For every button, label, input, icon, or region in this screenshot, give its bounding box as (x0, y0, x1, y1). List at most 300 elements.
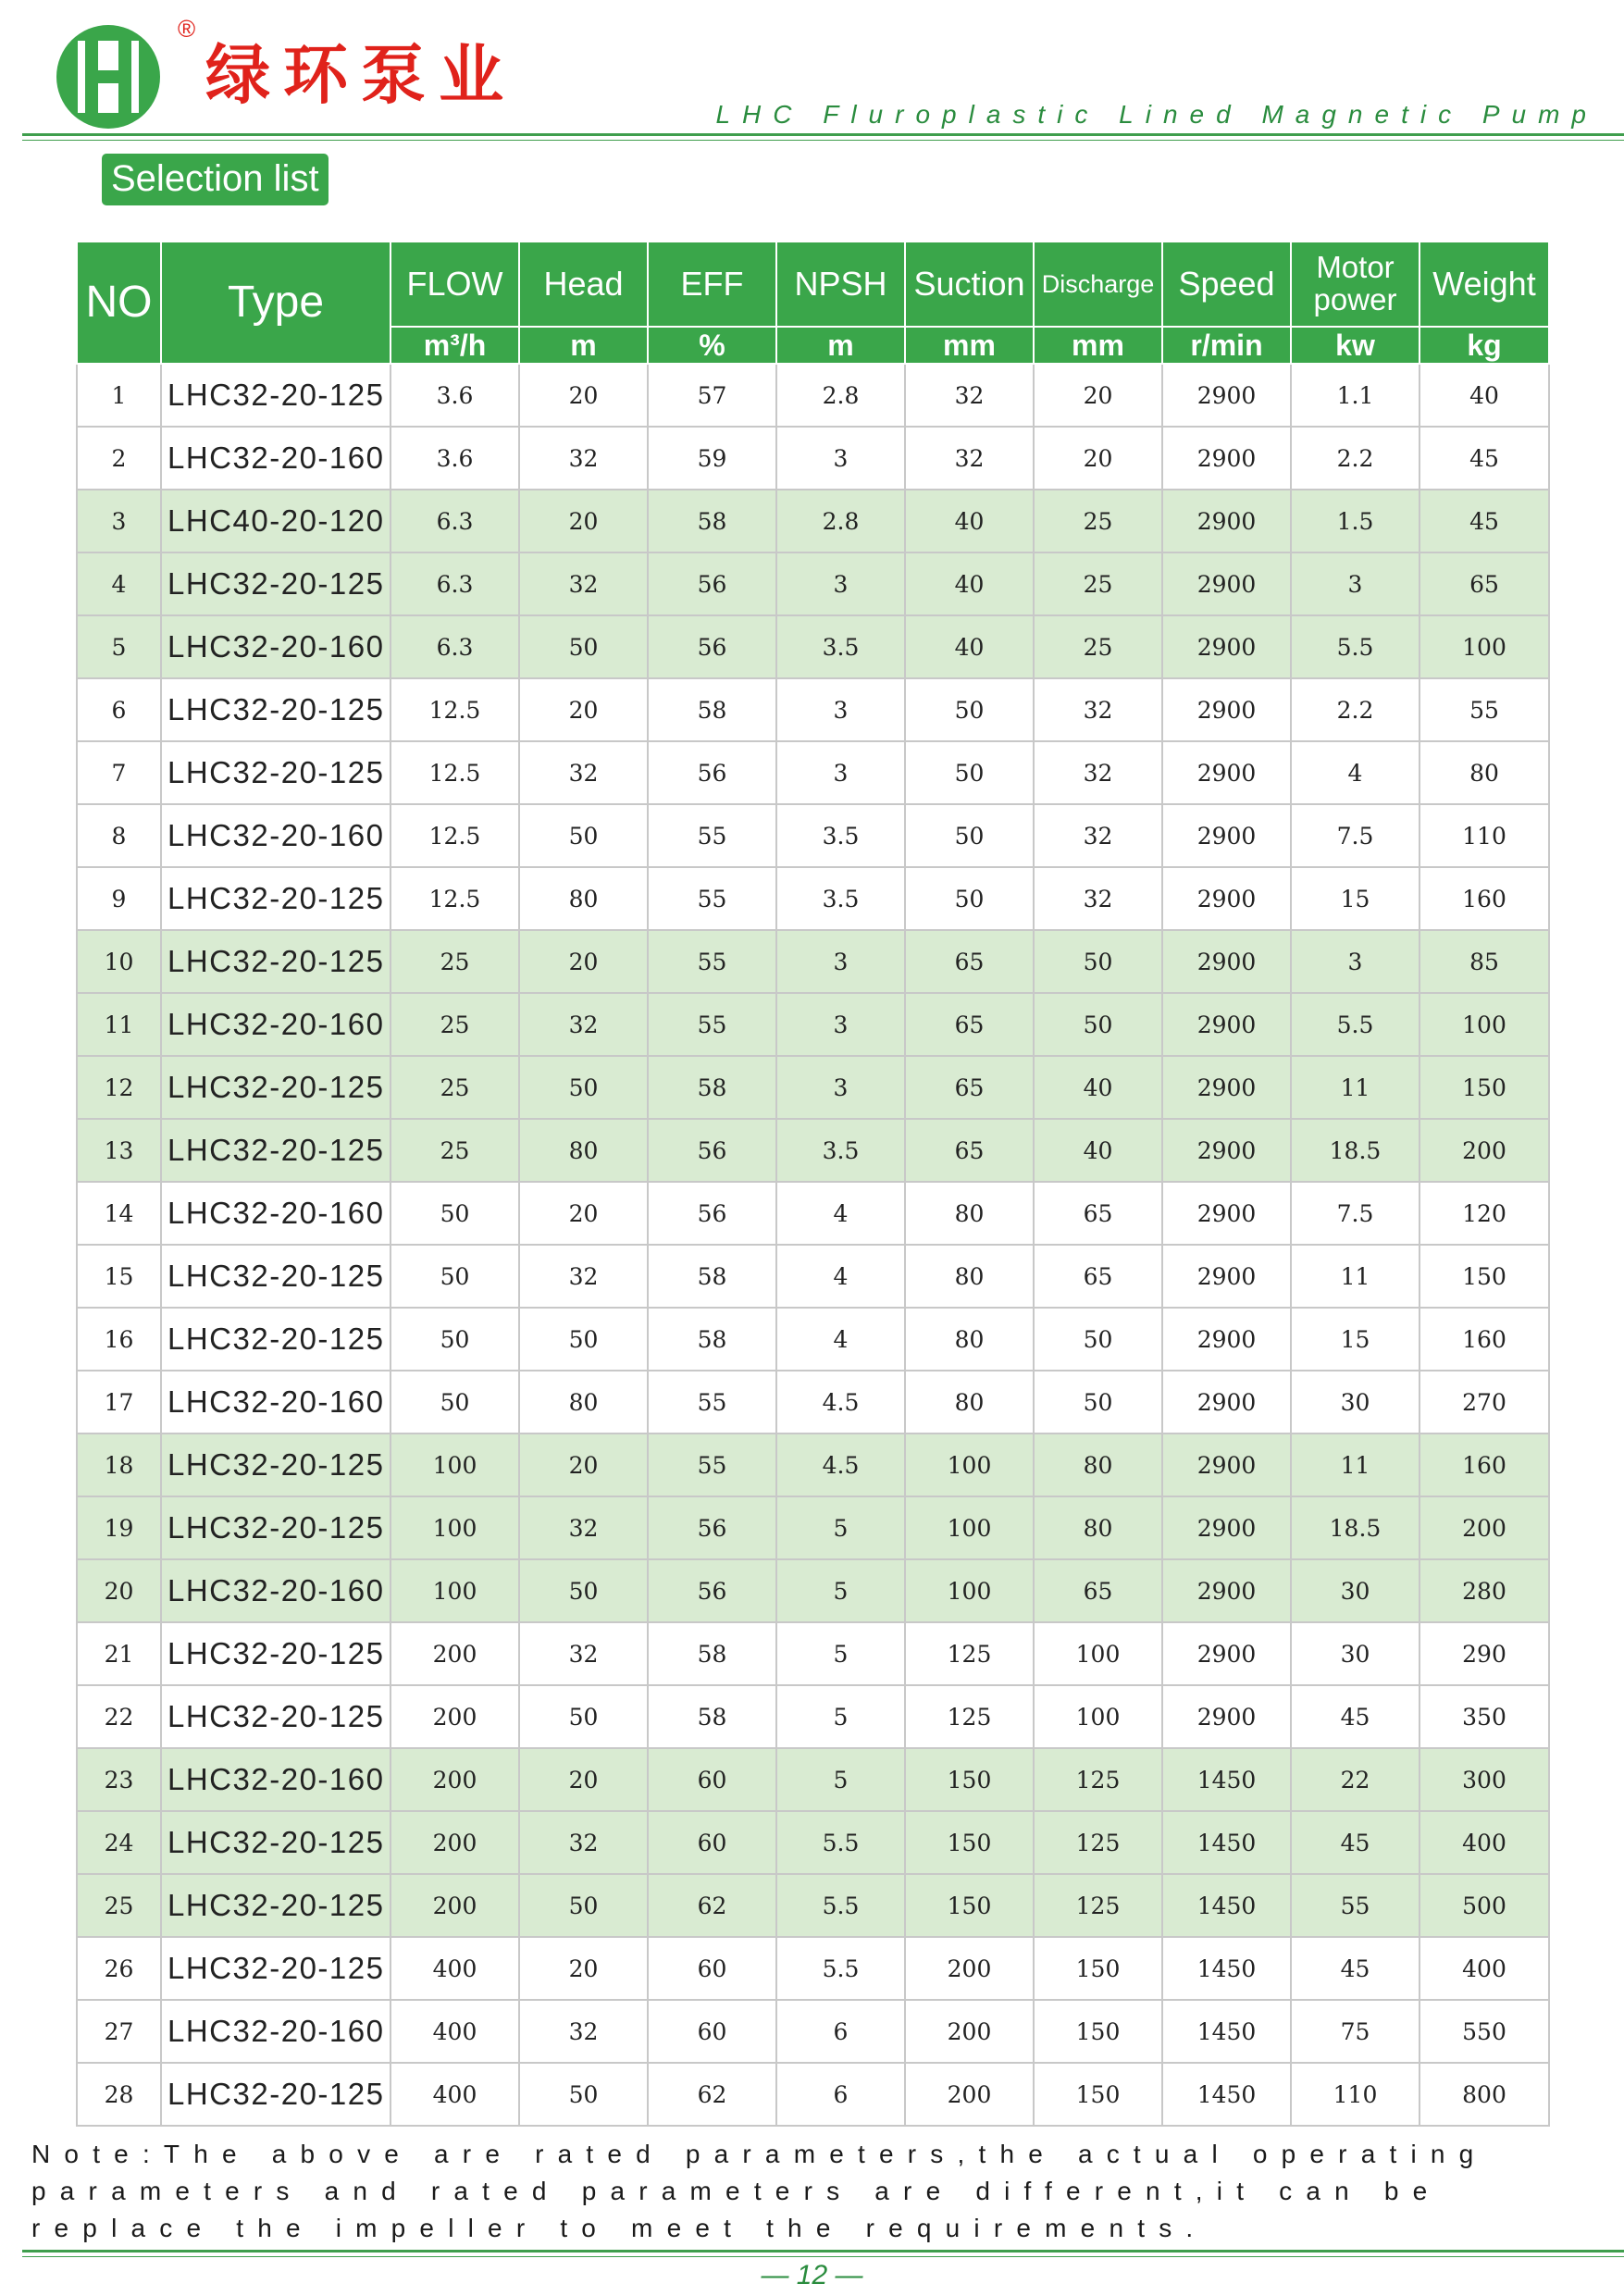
cell-type: LHC32-20-160 (161, 2000, 391, 2063)
cell-head: 20 (519, 1182, 648, 1245)
cell-suction: 65 (905, 1056, 1034, 1119)
cell-type: LHC32-20-125 (161, 1496, 391, 1559)
cell-type: LHC32-20-125 (161, 930, 391, 993)
cell-eff: 56 (648, 1559, 776, 1622)
cell-suction: 100 (905, 1433, 1034, 1496)
cell-motor-power: 30 (1291, 1622, 1419, 1685)
cell-suction: 50 (905, 678, 1034, 741)
cell-motor-power: 75 (1291, 2000, 1419, 2063)
cell-type: LHC32-20-125 (161, 1937, 391, 2000)
cell-flow: 25 (391, 993, 519, 1056)
cell-no: 23 (77, 1748, 161, 1811)
cell-speed: 2900 (1162, 615, 1291, 678)
cell-type: LHC32-20-160 (161, 427, 391, 490)
header-type: Type (161, 242, 391, 364)
cell-type: LHC32-20-125 (161, 364, 391, 427)
cell-flow: 200 (391, 1748, 519, 1811)
cell-eff: 56 (648, 741, 776, 804)
cell-no: 9 (77, 867, 161, 930)
cell-motor-power: 22 (1291, 1748, 1419, 1811)
cell-no: 22 (77, 1685, 161, 1748)
cell-discharge: 32 (1034, 741, 1162, 804)
header-divider-thin (22, 140, 1624, 141)
cell-head: 32 (519, 1245, 648, 1308)
cell-speed: 2900 (1162, 741, 1291, 804)
cell-weight: 280 (1419, 1559, 1549, 1622)
cell-no: 12 (77, 1056, 161, 1119)
cell-speed: 1450 (1162, 2000, 1291, 2063)
cell-motor-power: 45 (1291, 1811, 1419, 1874)
cell-flow: 200 (391, 1622, 519, 1685)
cell-no: 24 (77, 1811, 161, 1874)
table-row (77, 1811, 1549, 1874)
table-row (77, 1874, 1549, 1937)
cell-no: 2 (77, 427, 161, 490)
cell-npsh: 4.5 (776, 1371, 905, 1433)
cell-head: 20 (519, 678, 648, 741)
cell-speed: 2900 (1162, 1371, 1291, 1433)
cell-discharge: 50 (1034, 1308, 1162, 1371)
cell-motor-power: 110 (1291, 2063, 1419, 2126)
cell-suction: 40 (905, 552, 1034, 615)
table-row (77, 993, 1549, 1056)
cell-no: 4 (77, 552, 161, 615)
cell-no: 21 (77, 1622, 161, 1685)
registered-mark: ® (178, 15, 196, 43)
cell-type: LHC32-20-160 (161, 1559, 391, 1622)
header-suction: Suction (905, 242, 1034, 327)
cell-suction: 65 (905, 930, 1034, 993)
cell-suction: 32 (905, 364, 1034, 427)
cell-no: 27 (77, 2000, 161, 2063)
cell-eff: 55 (648, 993, 776, 1056)
cell-no: 28 (77, 2063, 161, 2126)
cell-flow: 3.6 (391, 364, 519, 427)
cell-speed: 2900 (1162, 804, 1291, 867)
cell-motor-power: 3 (1291, 930, 1419, 993)
cell-suction: 80 (905, 1371, 1034, 1433)
cell-npsh: 3 (776, 552, 905, 615)
cell-speed: 2900 (1162, 678, 1291, 741)
product-subtitle: LHC Fluroplastic Lined Magnetic Pump (715, 100, 1598, 129)
cell-no: 19 (77, 1496, 161, 1559)
cell-motor-power: 1.5 (1291, 490, 1419, 552)
cell-eff: 59 (648, 427, 776, 490)
cell-eff: 60 (648, 2000, 776, 2063)
cell-suction: 65 (905, 993, 1034, 1056)
cell-discharge: 25 (1034, 490, 1162, 552)
cell-eff: 58 (648, 1622, 776, 1685)
cell-discharge: 100 (1034, 1685, 1162, 1748)
cell-flow: 100 (391, 1496, 519, 1559)
cell-npsh: 4 (776, 1308, 905, 1371)
cell-flow: 50 (391, 1245, 519, 1308)
cell-weight: 55 (1419, 678, 1549, 741)
cell-npsh: 5 (776, 1559, 905, 1622)
cell-discharge: 65 (1034, 1182, 1162, 1245)
cell-type: LHC32-20-160 (161, 993, 391, 1056)
table-row (77, 490, 1549, 552)
header-eff: EFF (648, 242, 776, 327)
cell-speed: 2900 (1162, 364, 1291, 427)
cell-speed: 2900 (1162, 1433, 1291, 1496)
cell-type: LHC32-20-125 (161, 1433, 391, 1496)
cell-flow: 6.3 (391, 490, 519, 552)
cell-type: LHC32-20-125 (161, 1811, 391, 1874)
cell-npsh: 2.8 (776, 490, 905, 552)
cell-speed: 2900 (1162, 993, 1291, 1056)
cell-flow: 400 (391, 1937, 519, 2000)
cell-weight: 160 (1419, 867, 1549, 930)
cell-weight: 200 (1419, 1496, 1549, 1559)
cell-head: 20 (519, 1748, 648, 1811)
cell-head: 20 (519, 1937, 648, 2000)
cell-no: 7 (77, 741, 161, 804)
unit-weight: kg (1419, 327, 1549, 364)
cell-npsh: 4 (776, 1182, 905, 1245)
cell-speed: 2900 (1162, 1308, 1291, 1371)
cell-flow: 100 (391, 1559, 519, 1622)
cell-type: LHC32-20-125 (161, 2063, 391, 2126)
cell-flow: 50 (391, 1371, 519, 1433)
cell-speed: 1450 (1162, 1811, 1291, 1874)
cell-discharge: 100 (1034, 1622, 1162, 1685)
cell-no: 17 (77, 1371, 161, 1433)
cell-motor-power: 2.2 (1291, 427, 1419, 490)
section-title: Selection list (102, 154, 329, 205)
cell-npsh: 5.5 (776, 1874, 905, 1937)
lhc-logo-icon (54, 22, 163, 131)
cell-weight: 45 (1419, 427, 1549, 490)
cell-weight: 100 (1419, 993, 1549, 1056)
cell-suction: 150 (905, 1811, 1034, 1874)
brand-title: 绿环泵业 (205, 36, 516, 113)
table-header (77, 242, 1549, 364)
cell-discharge: 150 (1034, 2000, 1162, 2063)
cell-type: LHC32-20-125 (161, 678, 391, 741)
cell-eff: 56 (648, 1182, 776, 1245)
cell-weight: 40 (1419, 364, 1549, 427)
cell-motor-power: 30 (1291, 1371, 1419, 1433)
cell-type: LHC32-20-125 (161, 741, 391, 804)
cell-weight: 800 (1419, 2063, 1549, 2126)
cell-discharge: 150 (1034, 2063, 1162, 2126)
cell-speed: 2900 (1162, 552, 1291, 615)
cell-motor-power: 11 (1291, 1056, 1419, 1119)
cell-type: LHC32-20-160 (161, 615, 391, 678)
cell-suction: 50 (905, 804, 1034, 867)
cell-eff: 55 (648, 804, 776, 867)
cell-npsh: 3.5 (776, 867, 905, 930)
table-row (77, 1433, 1549, 1496)
table-row (77, 1559, 1549, 1622)
table-body (77, 364, 1549, 2126)
cell-weight: 290 (1419, 1622, 1549, 1685)
cell-suction: 50 (905, 867, 1034, 930)
cell-motor-power: 2.2 (1291, 678, 1419, 741)
cell-head: 50 (519, 1874, 648, 1937)
cell-discharge: 32 (1034, 867, 1162, 930)
cell-type: LHC32-20-125 (161, 1874, 391, 1937)
cell-weight: 120 (1419, 1182, 1549, 1245)
cell-flow: 200 (391, 1874, 519, 1937)
table-row (77, 741, 1549, 804)
table-row (77, 1056, 1549, 1119)
cell-no: 25 (77, 1874, 161, 1937)
cell-type: LHC32-20-125 (161, 1245, 391, 1308)
cell-head: 50 (519, 2063, 648, 2126)
cell-motor-power: 5.5 (1291, 993, 1419, 1056)
cell-speed: 2900 (1162, 1182, 1291, 1245)
cell-discharge: 50 (1034, 930, 1162, 993)
cell-motor-power: 5.5 (1291, 615, 1419, 678)
cell-motor-power: 4 (1291, 741, 1419, 804)
cell-head: 50 (519, 1308, 648, 1371)
cell-npsh: 3.5 (776, 615, 905, 678)
cell-discharge: 25 (1034, 615, 1162, 678)
cell-discharge: 40 (1034, 1056, 1162, 1119)
cell-npsh: 5.5 (776, 1937, 905, 2000)
cell-speed: 1450 (1162, 2063, 1291, 2126)
cell-discharge: 65 (1034, 1245, 1162, 1308)
cell-flow: 6.3 (391, 615, 519, 678)
table-row (77, 930, 1549, 993)
header-divider (22, 133, 1624, 136)
table-row (77, 427, 1549, 490)
cell-suction: 125 (905, 1622, 1034, 1685)
table-row (77, 552, 1549, 615)
cell-motor-power: 1.1 (1291, 364, 1419, 427)
cell-flow: 25 (391, 930, 519, 993)
header-discharge: Discharge (1034, 242, 1162, 327)
cell-weight: 150 (1419, 1245, 1549, 1308)
cell-weight: 80 (1419, 741, 1549, 804)
cell-flow: 200 (391, 1685, 519, 1748)
footer-divider-thin (22, 2256, 1624, 2257)
cell-speed: 2900 (1162, 1245, 1291, 1308)
cell-speed: 2900 (1162, 1056, 1291, 1119)
unit-flow: m³/h (391, 327, 519, 364)
cell-discharge: 125 (1034, 1874, 1162, 1937)
cell-suction: 32 (905, 427, 1034, 490)
cell-suction: 40 (905, 490, 1034, 552)
cell-weight: 65 (1419, 552, 1549, 615)
cell-eff: 58 (648, 490, 776, 552)
cell-flow: 6.3 (391, 552, 519, 615)
cell-eff: 60 (648, 1811, 776, 1874)
header-flow: FLOW (391, 242, 519, 327)
cell-flow: 100 (391, 1433, 519, 1496)
cell-flow: 400 (391, 2063, 519, 2126)
cell-suction: 125 (905, 1685, 1034, 1748)
cell-discharge: 125 (1034, 1748, 1162, 1811)
cell-speed: 2900 (1162, 867, 1291, 930)
cell-discharge: 80 (1034, 1496, 1162, 1559)
cell-suction: 40 (905, 615, 1034, 678)
cell-head: 32 (519, 741, 648, 804)
cell-discharge: 80 (1034, 1433, 1162, 1496)
cell-type: LHC32-20-125 (161, 1622, 391, 1685)
cell-motor-power: 18.5 (1291, 1496, 1419, 1559)
cell-speed: 2900 (1162, 490, 1291, 552)
table-row (77, 1182, 1549, 1245)
cell-weight: 110 (1419, 804, 1549, 867)
unit-suction: mm (905, 327, 1034, 364)
cell-npsh: 5 (776, 1622, 905, 1685)
cell-eff: 55 (648, 930, 776, 993)
table-row (77, 2000, 1549, 2063)
cell-eff: 60 (648, 1937, 776, 2000)
cell-head: 80 (519, 1371, 648, 1433)
cell-no: 14 (77, 1182, 161, 1245)
cell-motor-power: 7.5 (1291, 804, 1419, 867)
cell-eff: 55 (648, 867, 776, 930)
cell-no: 1 (77, 364, 161, 427)
cell-discharge: 20 (1034, 427, 1162, 490)
cell-head: 50 (519, 1685, 648, 1748)
cell-flow: 12.5 (391, 867, 519, 930)
header-no: NO (77, 242, 161, 364)
cell-discharge: 25 (1034, 552, 1162, 615)
cell-npsh: 4.5 (776, 1433, 905, 1496)
cell-type: LHC32-20-160 (161, 1182, 391, 1245)
cell-eff: 57 (648, 364, 776, 427)
cell-speed: 1450 (1162, 1748, 1291, 1811)
cell-head: 20 (519, 930, 648, 993)
table-row (77, 2063, 1549, 2126)
cell-speed: 2900 (1162, 1119, 1291, 1182)
cell-eff: 55 (648, 1371, 776, 1433)
cell-head: 50 (519, 804, 648, 867)
cell-discharge: 150 (1034, 1937, 1162, 2000)
cell-weight: 300 (1419, 1748, 1549, 1811)
unit-discharge: mm (1034, 327, 1162, 364)
cell-weight: 400 (1419, 1937, 1549, 2000)
cell-type: LHC32-20-125 (161, 1685, 391, 1748)
table-row (77, 615, 1549, 678)
header-weight: Weight (1419, 242, 1549, 327)
cell-no: 16 (77, 1308, 161, 1371)
cell-flow: 12.5 (391, 741, 519, 804)
cell-head: 32 (519, 1622, 648, 1685)
cell-weight: 270 (1419, 1371, 1549, 1433)
cell-weight: 100 (1419, 615, 1549, 678)
header-motor-power: Motor power (1291, 242, 1419, 327)
cell-npsh: 3 (776, 930, 905, 993)
cell-discharge: 32 (1034, 678, 1162, 741)
cell-eff: 56 (648, 1119, 776, 1182)
cell-motor-power: 3 (1291, 552, 1419, 615)
cell-head: 32 (519, 552, 648, 615)
cell-suction: 200 (905, 2063, 1034, 2126)
cell-type: LHC32-20-125 (161, 1056, 391, 1119)
table-row (77, 1119, 1549, 1182)
cell-head: 50 (519, 1559, 648, 1622)
unit-eff: % (648, 327, 776, 364)
cell-head: 20 (519, 364, 648, 427)
cell-suction: 80 (905, 1245, 1034, 1308)
footer-divider (22, 2250, 1624, 2253)
table-row (77, 1937, 1549, 2000)
cell-type: LHC32-20-125 (161, 552, 391, 615)
cell-type: LHC40-20-120 (161, 490, 391, 552)
table-row (77, 867, 1549, 930)
table-row (77, 364, 1549, 427)
cell-head: 32 (519, 1811, 648, 1874)
cell-flow: 25 (391, 1056, 519, 1119)
cell-no: 8 (77, 804, 161, 867)
cell-weight: 85 (1419, 930, 1549, 993)
cell-motor-power: 45 (1291, 1685, 1419, 1748)
cell-speed: 1450 (1162, 1874, 1291, 1937)
cell-type: LHC32-20-125 (161, 867, 391, 930)
cell-suction: 200 (905, 2000, 1034, 2063)
cell-type: LHC32-20-125 (161, 1119, 391, 1182)
cell-no: 10 (77, 930, 161, 993)
header-speed: Speed (1162, 242, 1291, 327)
unit-speed: r/min (1162, 327, 1291, 364)
cell-motor-power: 55 (1291, 1874, 1419, 1937)
cell-head: 20 (519, 490, 648, 552)
cell-eff: 60 (648, 1748, 776, 1811)
cell-no: 13 (77, 1119, 161, 1182)
cell-head: 32 (519, 993, 648, 1056)
cell-no: 6 (77, 678, 161, 741)
cell-weight: 550 (1419, 2000, 1549, 2063)
unit-head: m (519, 327, 648, 364)
table-row (77, 678, 1549, 741)
cell-flow: 50 (391, 1308, 519, 1371)
cell-type: LHC32-20-160 (161, 1371, 391, 1433)
cell-no: 26 (77, 1937, 161, 2000)
cell-flow: 400 (391, 2000, 519, 2063)
cell-npsh: 3.5 (776, 804, 905, 867)
cell-eff: 58 (648, 1056, 776, 1119)
cell-weight: 400 (1419, 1811, 1549, 1874)
cell-motor-power: 11 (1291, 1433, 1419, 1496)
cell-suction: 150 (905, 1874, 1034, 1937)
cell-suction: 80 (905, 1182, 1034, 1245)
table-row (77, 1748, 1549, 1811)
cell-motor-power: 15 (1291, 1308, 1419, 1371)
cell-npsh: 6 (776, 2063, 905, 2126)
cell-npsh: 5 (776, 1685, 905, 1748)
cell-suction: 200 (905, 1937, 1034, 2000)
cell-eff: 56 (648, 1496, 776, 1559)
cell-weight: 150 (1419, 1056, 1549, 1119)
cell-head: 32 (519, 2000, 648, 2063)
cell-discharge: 125 (1034, 1811, 1162, 1874)
cell-speed: 2900 (1162, 1622, 1291, 1685)
cell-discharge: 50 (1034, 993, 1162, 1056)
cell-npsh: 3.5 (776, 1119, 905, 1182)
cell-motor-power: 15 (1291, 867, 1419, 930)
cell-eff: 56 (648, 552, 776, 615)
table-row (77, 1245, 1549, 1308)
cell-weight: 500 (1419, 1874, 1549, 1937)
header-npsh: NPSH (776, 242, 905, 327)
cell-npsh: 6 (776, 2000, 905, 2063)
cell-suction: 80 (905, 1308, 1034, 1371)
table-row (77, 804, 1549, 867)
cell-speed: 2900 (1162, 1559, 1291, 1622)
cell-eff: 56 (648, 615, 776, 678)
cell-speed: 2900 (1162, 1496, 1291, 1559)
cell-head: 20 (519, 1433, 648, 1496)
table-row (77, 1622, 1549, 1685)
cell-speed: 2900 (1162, 427, 1291, 490)
cell-npsh: 3 (776, 1056, 905, 1119)
